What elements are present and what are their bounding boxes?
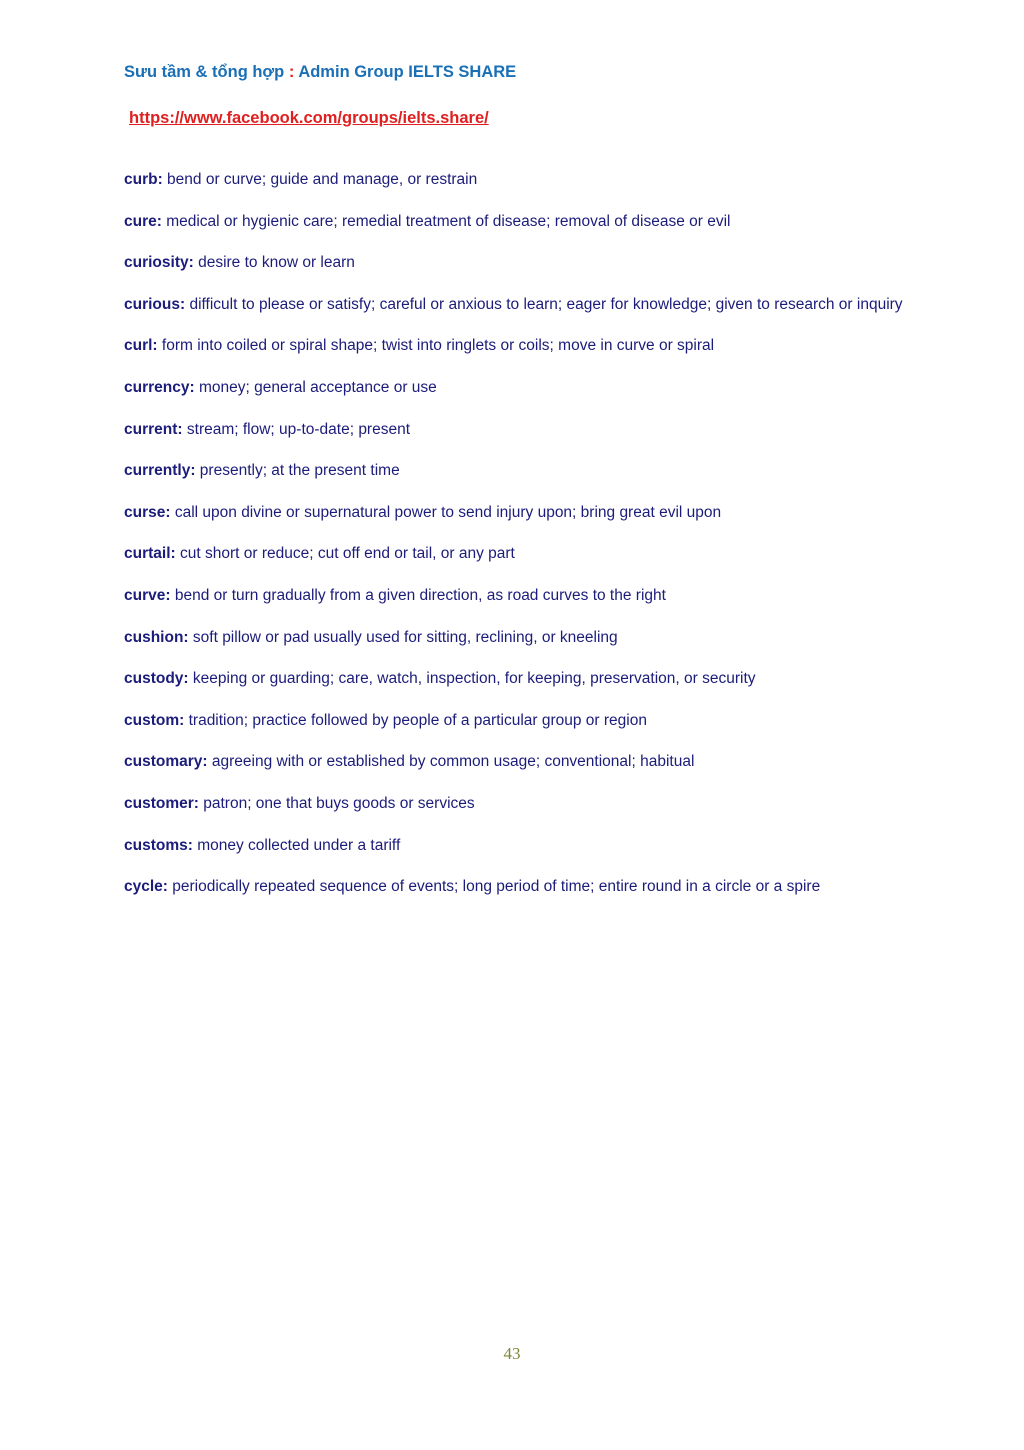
vocab-entry (124, 669, 904, 689)
vocab-entry (124, 461, 904, 481)
entry-definition: stream; flow; up-to-date; present (182, 420, 411, 438)
entry-term: curious: (124, 295, 186, 313)
vocab-entry (124, 544, 904, 564)
entry-definition: soft pillow or pad usually used for sitting, reclining, or kneeling (188, 628, 618, 646)
entry-definition: money; general acceptance or use (194, 378, 437, 396)
credit-separator: : (284, 63, 299, 81)
vocab-entry (124, 378, 904, 398)
entry-term: customer: (124, 794, 199, 812)
entry-definition: agreeing with or established by common usage; conventional; habitual (207, 753, 695, 771)
entry-definition: keeping or guarding; care, watch, inspection, for keeping, preservation, or security (188, 670, 756, 688)
vocab-entry (124, 628, 904, 648)
entry-term: customs: (124, 836, 193, 854)
entry-definition: tradition; practice followed by people of a particular group or region (184, 711, 647, 729)
entry-definition: periodically repeated sequence of events; long period of time; entire round in a circle or a spire (167, 878, 821, 896)
entry-definition: bend or turn gradually from a given direction, as road curves to the right (170, 586, 666, 604)
vocab-entry (124, 170, 904, 190)
entry-definition: form into coiled or spiral shape; twist into ringlets or coils; move in curve or spiral (157, 337, 715, 355)
entry-term: cycle: (124, 878, 168, 896)
entry-term: curl: (124, 337, 158, 355)
vocab-entry (124, 586, 904, 606)
vocab-entry (124, 503, 904, 523)
vocab-entry (124, 794, 904, 814)
entry-definition: patron; one that buys goods or services (198, 794, 475, 812)
vocab-entry (124, 752, 904, 772)
credit-line (124, 60, 924, 84)
entry-definition: bend or curve; guide and manage, or restrain (162, 171, 478, 188)
entry-definition: cut short or reduce; cut off end or tail, or any part (175, 545, 515, 563)
entry-definition: medical or hygienic care; remedial treatment of disease; removal of disease or evil (161, 212, 731, 230)
entry-definition: money collected under a tariff (192, 836, 401, 854)
vocab-entry (124, 877, 904, 897)
entry-term: customary: (124, 753, 208, 771)
entry-term: curse: (124, 503, 171, 521)
page-header (124, 60, 924, 130)
facebook-group-link[interactable]: https://www.facebook.com/groups/ielts.share/ (129, 109, 489, 127)
vocab-entry (124, 336, 904, 356)
entry-term: curve: (124, 586, 171, 604)
vocab-entry (124, 295, 904, 315)
entry-term: curb: (124, 171, 163, 188)
entry-definition: desire to know or learn (193, 254, 355, 272)
entry-term: curiosity: (124, 254, 194, 272)
credit-prefix: Sưu tầm & tổng hợp (124, 63, 285, 81)
entry-term: current: (124, 420, 183, 438)
entry-definition: difficult to please or satisfy; careful or anxious to learn; eager for knowledge; given to research or inquiry (185, 295, 903, 313)
entry-term: custom: (124, 711, 185, 729)
page-number: 43 (503, 1344, 521, 1363)
vocab-entry (124, 711, 904, 731)
entry-definition: presently; at the present time (195, 462, 400, 480)
entry-term: currently: (124, 462, 196, 480)
vocab-entry (124, 212, 904, 232)
entry-term: custody: (124, 670, 189, 688)
entry-term: cure: (124, 212, 162, 230)
vocab-entry (124, 836, 904, 856)
entry-term: curtail: (124, 545, 176, 563)
vocabulary-list (124, 170, 904, 919)
vocab-entry (124, 420, 904, 440)
entry-term: currency: (124, 378, 195, 396)
vocab-entry (124, 253, 904, 273)
entry-term: cushion: (124, 628, 189, 646)
entry-definition: call upon divine or supernatural power to send injury upon; bring great evil upon (170, 503, 722, 521)
credit-name: Admin Group IELTS SHARE (298, 63, 517, 81)
